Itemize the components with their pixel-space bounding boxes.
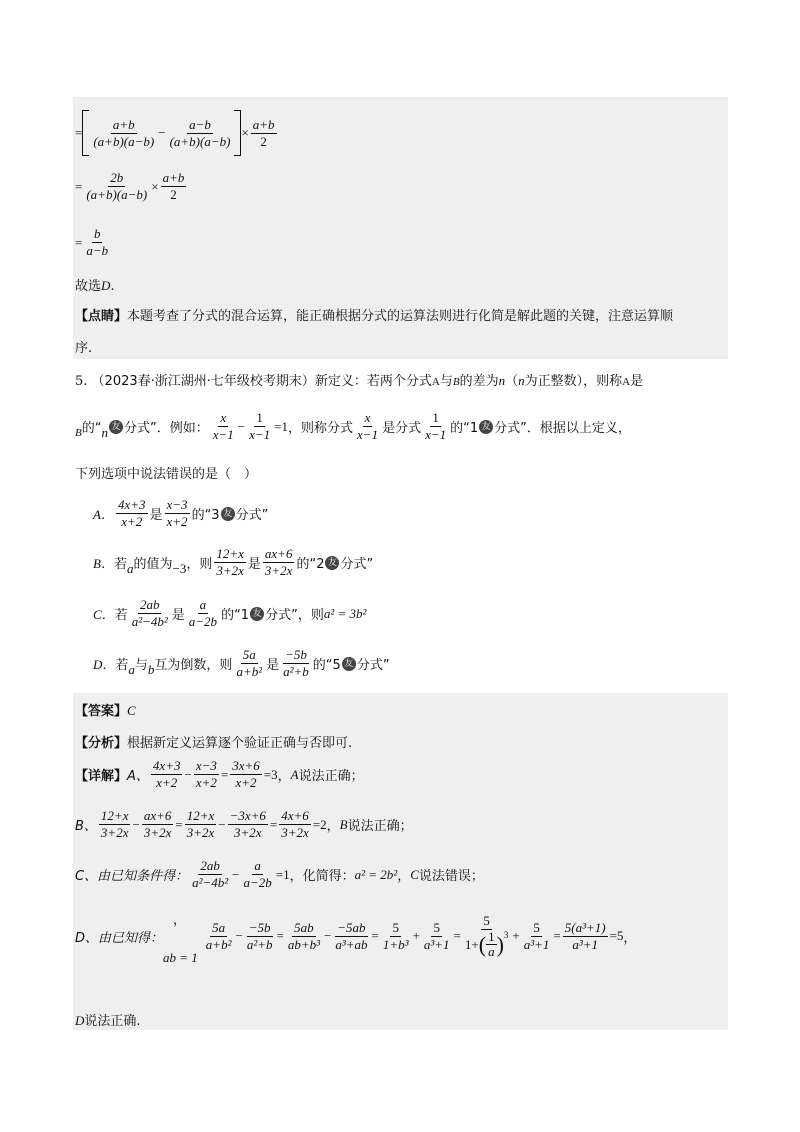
fraction: $\frac{5a}{\text{a+b²}}$ xyxy=(236,647,263,679)
question-line-1: 5. （2023春·浙江湖州·七年级校考期末）新定义：若两个分式A与B的差为n（n为正整数），则称A是 xyxy=(75,373,644,389)
circled-char-icon: 友 xyxy=(250,607,264,621)
comment-line-2: 序. xyxy=(75,341,93,356)
fraction: $\frac{12+x}{3+2x}$ xyxy=(186,808,215,840)
fraction: $\frac{5}{\text{a³+1}}$ xyxy=(423,919,450,952)
fraction: $\frac{a-b}{(a+b)(a-b)}$ xyxy=(169,116,231,149)
fraction: $\frac{a+b}{2}$ xyxy=(252,116,275,149)
fraction: $\frac{-5ab}{\text{a³+ab}}$ xyxy=(335,919,368,952)
fraction: $\frac{x}{x-1}$ xyxy=(357,410,379,442)
solution-step-2: = $\frac{2b}{(a+b)(a-b)}$ × $\frac{a+b}{2}$ xyxy=(75,170,185,202)
circled-char-icon: 友 xyxy=(325,556,339,570)
fraction: $\frac{a}{a-2b}$ xyxy=(243,858,272,890)
condition-block: ， ab = 1 xyxy=(163,911,198,965)
option-a: A． $\frac{4x+3}{x+2}$ 是 $\frac{x-3}{x+2}$ 的“3 友 分式” xyxy=(93,497,269,529)
fraction: $\frac{12+x}{3+2x}$ xyxy=(216,546,244,578)
option-b: B． 若 a 的值为 −3 ，则 $\frac{12+x}{3+2x}$ 是 $\frac{ax+6}{3+2x}$ 的“2 友 分式” xyxy=(93,546,374,578)
choice-line: 故选D. xyxy=(75,278,115,294)
right-bracket xyxy=(234,110,241,156)
circled-char-icon: 友 xyxy=(342,657,356,671)
fraction: $\frac{a+b}{2}$ xyxy=(162,170,185,202)
fraction: $\frac{-5b}{\text{a²+b}}$ xyxy=(283,647,309,679)
solution-step-3: = $\frac{b}{a-b}$ xyxy=(75,226,109,258)
question-line-2: B 的“ n 友 分式”．例如： $\frac{x}{x-1}$ − $\frac{1}{x-1}$ =1 ，则称分式 $\frac{x}{x-1}$ 是分式 $\frac{1}{x-1}$ 的“1 友 分式”．根据以上定义， xyxy=(75,410,631,442)
fraction: $\frac{4x+6}{3+2x}$ xyxy=(281,808,309,840)
fraction: $\frac{a}{a-2b}$ xyxy=(188,597,218,629)
answer-line: 【答案】C xyxy=(75,703,136,719)
fraction: $\frac{5}{\text{1+b³}}$ xyxy=(382,919,409,952)
fraction: $\frac{5}{\text{a³+1}}$ xyxy=(523,919,550,952)
question-line-3: 下列选项中说法错误的是（ ） xyxy=(75,467,258,482)
option-c: C． 若 $\frac{2ab}{\text{a²−4b²}}$ 是 $\frac{a}{a-2b}$ 的“1 友 分式”，则 a² = 3b² xyxy=(93,597,367,629)
fraction: $\frac{-5b}{\text{a²+b}}$ xyxy=(246,919,273,952)
fraction: $\frac{2ab}{\text{a²−4b²}}$ xyxy=(192,858,229,890)
option-d: D． 若 a 与 b 互为倒数，则 $\frac{5a}{\text{a+b²}}$ 是 $\frac{-5b}{\text{a²+b}}$ 的“5 友 分式” xyxy=(93,647,390,679)
detail-b: B、 $\frac{12+x}{3+2x}$ − $\frac{ax+6}{3+2x}$ = $\frac{12+x}{3+2x}$ − $\frac{-3x+6}{3+2x}$ = $\frac{4x+6}{3+2x}$ =2 ， B 说法正确； xyxy=(75,808,413,840)
fraction: $\frac{b}{a-b}$ xyxy=(86,226,109,258)
circled-char-icon: 友 xyxy=(479,420,493,434)
circled-char-icon: 友 xyxy=(109,420,123,434)
fraction: $\frac{3x+6}{x+2}$ xyxy=(232,758,260,790)
fraction: $\frac{\text{5(a³+1)}}{\text{a³+1}}$ xyxy=(564,919,606,952)
fraction: $\frac{x}{x-1}$ xyxy=(212,410,234,442)
analysis-line: 【分析】根据新定义运算逐个验证正确与否即可. xyxy=(75,736,353,751)
fraction: $\frac{x-3}{x+2}$ xyxy=(195,758,217,790)
detail-d-conclusion: D说法正确. xyxy=(75,1013,141,1029)
compound-fraction: 5 1+ ( 1 a ) $^3$ xyxy=(464,913,509,959)
fraction: $\frac{ax+6}{3+2x}$ xyxy=(264,546,293,578)
fraction: $\frac{2ab}{\text{a²−4b²}}$ xyxy=(131,597,168,629)
circled-char-icon: 友 xyxy=(221,507,235,521)
comment-line-1: 【点睛】本题考查了分式的混合运算，能正确根据分式的运算法则进行化简是解此题的关键，注意运算顺 xyxy=(75,309,674,324)
fraction: $\frac{a+b}{(a+b)(a-b)}$ xyxy=(93,116,155,149)
fraction: $\frac{1}{x-1}$ xyxy=(425,410,447,442)
detail-c: C、由已知条件得： $\frac{2ab}{\text{a²−4b²}}$ − $\frac{a}{a-2b}$ =1 ，化简得： a² = 2b² ， C 说法错误； xyxy=(75,858,484,890)
detail-d: D、由已知得： ， ab = 1 $\frac{5a}{\text{a+b²}}$ − $\frac{-5b}{\text{a²+b}}$ = $\frac{5ab}{\text{ab+b³}}$ − $\frac{-5ab}{\text{a³+ab}}$ = $\frac{5}{\text{1+b³}}$ + $\frac{5}{\text{a³+1}}$ = 5 1+ ( 1 a ) $^3$ + $\frac{5}{\text{a³+1}}$ = $\frac{\text{5(a³+1)}}{\text{a³+1}}$ =5 ， xyxy=(75,911,637,965)
inner-fraction: 1 a xyxy=(488,929,495,959)
fraction: $\frac{ax+6}{3+2x}$ xyxy=(143,808,172,840)
fraction: $\frac{5ab}{\text{ab+b³}}$ xyxy=(287,919,320,952)
fraction: $\frac{5a}{\text{a+b²}}$ xyxy=(205,919,232,952)
fraction: $\frac{4x+3}{x+2}$ xyxy=(117,497,146,529)
fraction: $\frac{1}{x-1}$ xyxy=(249,410,271,442)
fraction: $\frac{4x+3}{x+2}$ xyxy=(152,758,181,790)
solution-step-1: = $\frac{a+b}{(a+b)(a-b)}$ − $\frac{a-b}{(a+b)(a-b)}$ × $\frac{a+b}{2}$ xyxy=(75,110,279,156)
detail-a: 【详解】 A、 $\frac{4x+3}{x+2}$ − $\frac{x-3}{x+2}$ = $\frac{3x+6}{x+2}$ =3 ， A 说法正确； xyxy=(75,758,364,790)
fraction: $\frac{x-3}{x+2}$ xyxy=(166,497,188,529)
left-bracket xyxy=(82,110,89,156)
fraction: $\frac{2b}{(a+b)(a-b)}$ xyxy=(86,170,148,202)
fraction: $\frac{12+x}{3+2x}$ xyxy=(100,808,129,840)
fraction: $\frac{-3x+6}{3+2x}$ xyxy=(229,808,266,840)
